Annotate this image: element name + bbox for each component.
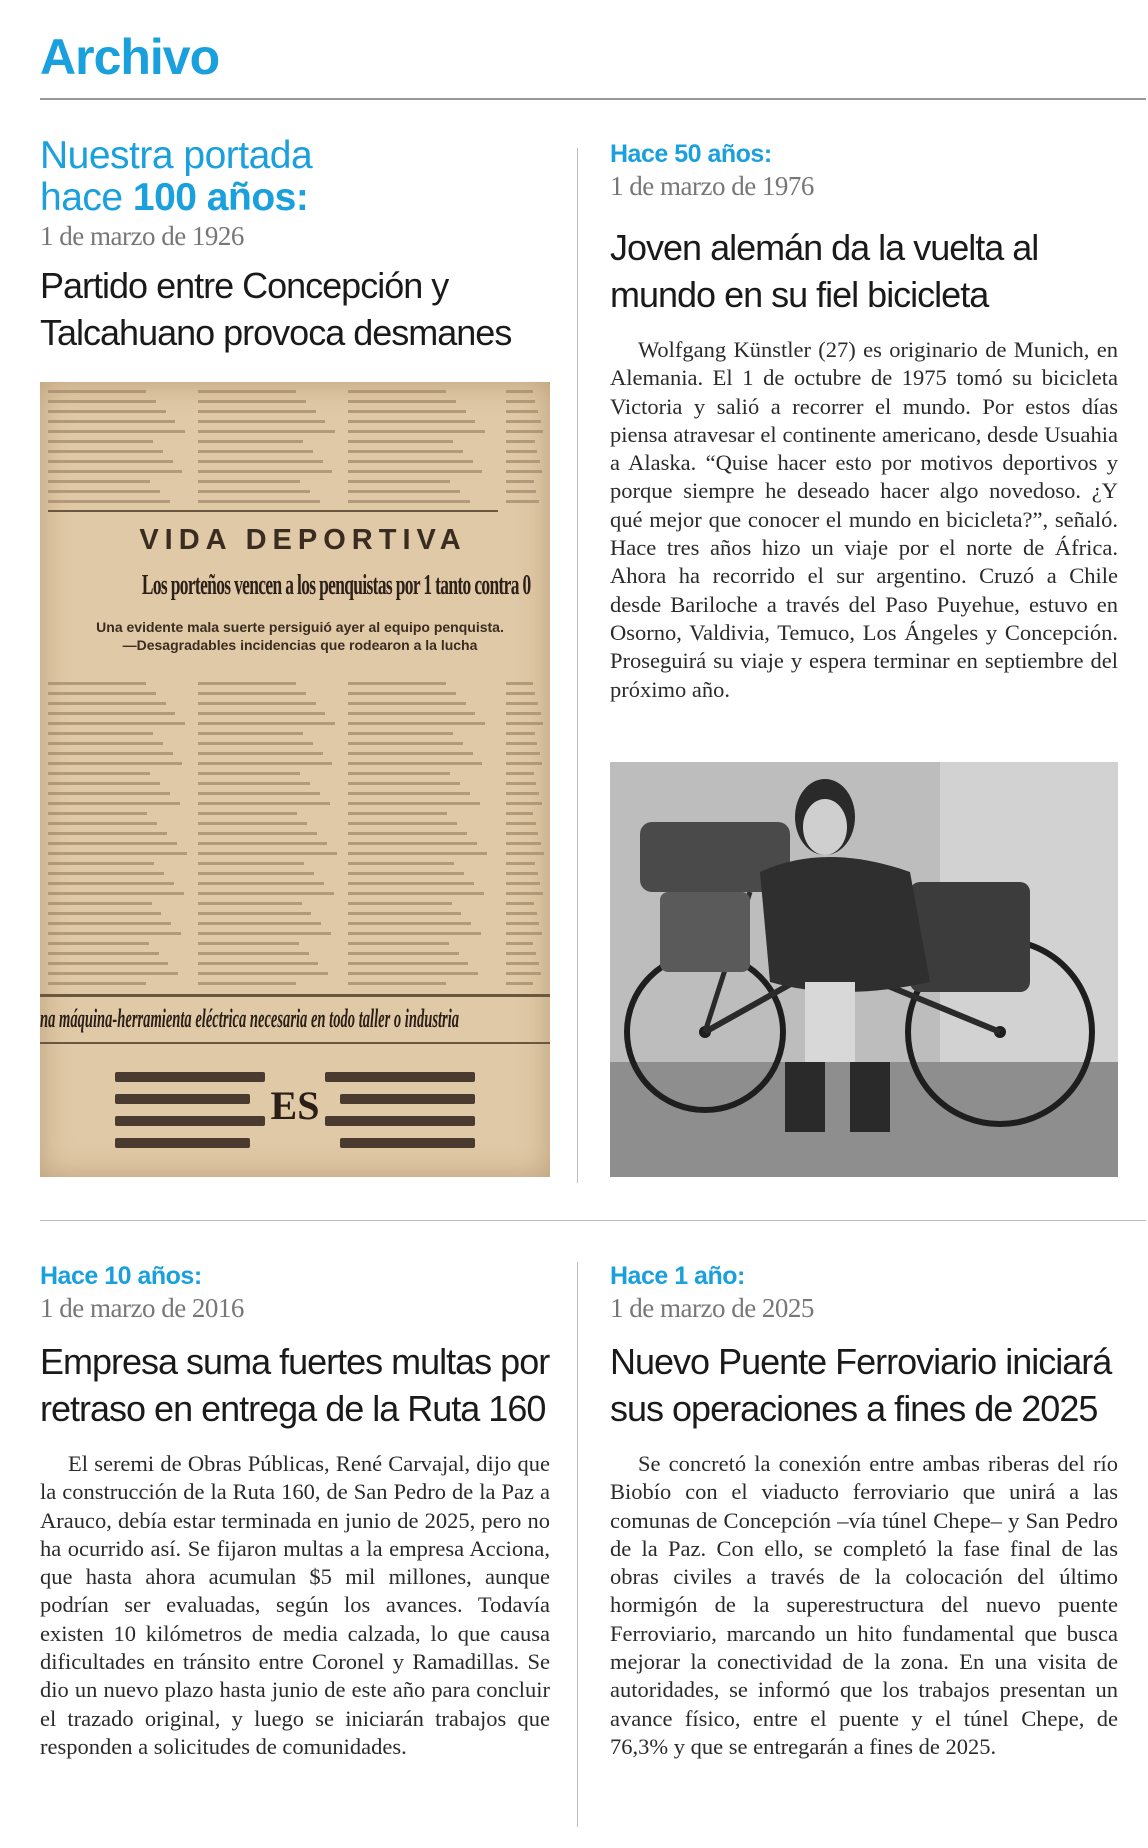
clipping-rule xyxy=(40,1042,550,1044)
clipping-text-line xyxy=(198,712,325,715)
clipping-text-top xyxy=(198,390,338,510)
clipping-text-line xyxy=(348,450,463,453)
clipping-text-line xyxy=(48,882,174,885)
ad-bar xyxy=(115,1116,265,1126)
clipping-text-line xyxy=(348,862,454,865)
clipping-text-line xyxy=(48,812,147,815)
clipping-body-col xyxy=(48,682,188,992)
clipping-text-line xyxy=(198,420,325,423)
clipping-text-line xyxy=(48,752,173,755)
clipping-text-line xyxy=(198,400,306,403)
clipping-text-line xyxy=(48,712,175,715)
headline-1926: Partido entre Concepción y Talcahuano provoca desmanes xyxy=(40,265,512,353)
clipping-text-line xyxy=(198,982,296,985)
body-2016: El seremi de Obras Públicas, René Carvajal, dijo que la construcción de la Ruta 160, de San Pedro de la Paz a Arauco, debía estar terminada en junio de 2025, pero no ha ocurrido así. Se fijaron multas a la empresa Acciona, que hasta ahora acumulan $5 mil millones, aunque podrían ser evaluadas, según los avances. Todavía existen 10 kilómetros de media calzada, lo que causa dificultades en tránsito entre Coronel y Ramadillas. Se dio un nuevo plazo hasta junio de este año para concluir el trazado original, y luego se iniciarán trabajos que responden a solicitudes de comunidades. xyxy=(40,1451,550,1759)
clipping-text-line xyxy=(48,430,185,433)
clipping-text-line xyxy=(48,702,166,705)
clipping-text-line xyxy=(198,762,332,765)
clipping-text-line xyxy=(198,812,297,815)
clipping-text-line xyxy=(48,792,170,795)
ad-bar xyxy=(115,1094,250,1104)
clipping-text-line xyxy=(198,792,320,795)
newspaper-clipping-image xyxy=(40,382,550,1177)
clipping-text-line xyxy=(198,922,321,925)
clipping-text-line xyxy=(348,932,481,935)
body-2025: Se concretó la conexión entre ambas riberas del río Biobío con el viaducto ferroviario que unirá a las comunas de Concepción –vía túnel Chepe– y San Pedro de la Paz. Con ello, se completó la fase final de las obras civiles a través de la colocación del último hormigón de la superestructura del nuevo puente Ferroviario, marcando un hito fundamental que busca mejorar la conectividad de la zona. En una visita de autoridades, se informó que los trabajos presentan un avance físico, entre el puente y el túnel Chepe, de 76,3% y que se entregarán a fines de 2025. xyxy=(610,1451,1118,1759)
clipping-body-col xyxy=(348,682,488,992)
clipping-text-line xyxy=(506,480,534,483)
clipping-text-line xyxy=(506,732,535,735)
clipping-text-line xyxy=(506,922,539,925)
kicker-1: Hace 1 año: xyxy=(610,1262,745,1290)
clipping-text-line xyxy=(348,420,475,423)
archive-1-year xyxy=(610,1262,1118,1761)
clipping-text-line xyxy=(348,430,485,433)
clipping-text-line xyxy=(48,822,157,825)
ad-bar xyxy=(115,1138,250,1148)
clipping-text-line xyxy=(198,802,330,805)
clipping-text-line xyxy=(506,390,533,393)
clipping-text-line xyxy=(348,772,450,775)
clipping-text-line xyxy=(48,440,153,443)
clipping-text-line xyxy=(506,460,540,463)
clipping-body-col xyxy=(198,682,338,992)
clipping-text-line xyxy=(198,410,316,413)
clipping-text-line xyxy=(198,862,304,865)
clipping-text-line xyxy=(506,882,540,885)
clipping-text-line xyxy=(198,480,300,483)
clipping-rule xyxy=(40,994,550,997)
clipping-text-line xyxy=(506,942,533,945)
clipping-text-line xyxy=(506,702,538,705)
clipping-text-line xyxy=(48,932,181,935)
clipping-text-line xyxy=(48,832,167,835)
clipping-text-top xyxy=(348,390,488,510)
clipping-text-line xyxy=(198,682,296,685)
clipping-text-line xyxy=(348,842,477,845)
clipping-text-line xyxy=(198,972,328,975)
clipping-text-line xyxy=(506,430,543,433)
clipping-text-line xyxy=(348,812,447,815)
clipping-text-line xyxy=(48,742,163,745)
clipping-text-line xyxy=(506,410,538,413)
clipping-text-line xyxy=(48,982,146,985)
clipping-text-top xyxy=(48,390,188,510)
clipping-text-line xyxy=(506,490,536,493)
clipping-text-line xyxy=(198,470,332,473)
clipping-text-line xyxy=(198,430,335,433)
clipping-text-line xyxy=(48,872,164,875)
clipping-text-line xyxy=(348,460,473,463)
clipping-text-line xyxy=(48,862,154,865)
clipping-text-line xyxy=(48,722,185,725)
top-divider xyxy=(40,98,1146,100)
ad-logo-icon: ES xyxy=(270,1083,320,1128)
clipping-text-line xyxy=(198,752,323,755)
kicker-100-line1: Nuestra portada xyxy=(40,134,313,177)
clipping-text-line xyxy=(48,450,163,453)
clipping-text-line xyxy=(506,912,537,915)
clipping-text-line xyxy=(506,842,541,845)
clipping-text-line xyxy=(198,742,313,745)
clipping-text-line xyxy=(198,882,324,885)
date-2025: 1 de marzo de 2025 xyxy=(610,1293,814,1323)
clipping-text-line xyxy=(348,732,453,735)
clipping-text-line xyxy=(198,842,327,845)
clipping-text-line xyxy=(198,962,318,965)
clipping-text-line xyxy=(198,440,303,443)
clipping-text-line xyxy=(348,882,474,885)
clipping-text-line xyxy=(348,802,480,805)
clipping-text-line xyxy=(506,782,536,785)
date-1926: 1 de marzo de 1926 xyxy=(40,221,244,251)
headline-1976: Joven alemán da la vuelta al mundo en su fiel bicicleta xyxy=(610,227,1039,315)
clipping-section-head: VIDA DEPORTIVA xyxy=(139,524,467,556)
clipping-text-line xyxy=(348,752,473,755)
clipping-text-line xyxy=(506,872,538,875)
clipping-text-line xyxy=(348,972,478,975)
clipping-text-line xyxy=(506,822,536,825)
clipping-text-line xyxy=(198,912,311,915)
clipping-rule xyxy=(48,510,498,512)
clipping-text-line xyxy=(506,902,534,905)
kicker-50: Hace 50 años: xyxy=(610,140,772,168)
clipping-text-line xyxy=(506,470,542,473)
clipping-text-line xyxy=(198,782,310,785)
ad-bar xyxy=(340,1094,475,1104)
clipping-text-line xyxy=(48,892,184,895)
kicker-100-line2: hace 100 años: xyxy=(40,176,309,219)
clipping-text-line xyxy=(198,722,335,725)
clipping-text-line xyxy=(48,852,187,855)
clipping-text-line xyxy=(48,782,160,785)
clipping-text-line xyxy=(348,942,449,945)
archive-10-years xyxy=(40,1262,550,1761)
clipping-text-line xyxy=(48,922,171,925)
clipping-text-line xyxy=(198,902,302,905)
clipping-text-line xyxy=(48,400,156,403)
clipping-text-line xyxy=(506,722,543,725)
column-divider-bottom xyxy=(577,1262,578,1827)
clipping-text-line xyxy=(506,892,543,895)
clipping-text-line xyxy=(506,792,539,795)
clipping-subhead: Los porteños vencen a los penquistas por 1 tanto contra 0 xyxy=(141,570,531,601)
clipping-text-line xyxy=(198,500,320,503)
clipping-text-line xyxy=(348,892,484,895)
clipping-text-line xyxy=(348,712,475,715)
clipping-text-line xyxy=(506,450,537,453)
clipping-text-line xyxy=(198,872,314,875)
clipping-text-line xyxy=(48,842,177,845)
clipping-text-line xyxy=(48,420,175,423)
clipping-text-line xyxy=(198,832,317,835)
cyclist-photo xyxy=(610,762,1118,1177)
headline-2025: Nuevo Puente Ferroviario iniciará sus operaciones a fines de 2025 xyxy=(610,1341,1112,1429)
clipping-text-line xyxy=(48,802,180,805)
clipping-text-line xyxy=(348,490,460,493)
clipping-text-line xyxy=(506,682,533,685)
clipping-text-line xyxy=(348,742,463,745)
clipping-text-line xyxy=(348,912,461,915)
clipping-text-line xyxy=(506,862,535,865)
clipping-text-line xyxy=(348,722,485,725)
clipping-text-line xyxy=(348,872,464,875)
clipping-text-line xyxy=(198,460,323,463)
clipping-text-line xyxy=(198,450,313,453)
clipping-text-line xyxy=(506,742,537,745)
clipping-text-line xyxy=(48,692,156,695)
clipping-text-line xyxy=(198,490,310,493)
clipping-text-line xyxy=(506,972,541,975)
clipping-text-line xyxy=(198,702,316,705)
clipping-text-line xyxy=(348,922,471,925)
clipping-text-line xyxy=(48,962,168,965)
clipping-text-line xyxy=(198,892,334,895)
clipping-text-line xyxy=(198,952,309,955)
clipping-text-line xyxy=(198,732,303,735)
archive-50-years xyxy=(610,140,1118,704)
clipping-text-line xyxy=(506,932,542,935)
date-1976: 1 de marzo de 1976 xyxy=(610,171,814,201)
clipping-text-line xyxy=(48,762,182,765)
clipping-text-line xyxy=(506,812,533,815)
clipping-text-line xyxy=(48,682,146,685)
clipping-text-line xyxy=(348,832,467,835)
clipping-text-line xyxy=(348,400,456,403)
clipping-text-line xyxy=(48,500,170,503)
clipping-text-line xyxy=(48,480,150,483)
kicker-10: Hace 10 años: xyxy=(40,1262,202,1290)
clipping-text-line xyxy=(48,732,153,735)
body-1976: Wolfgang Künstler (27) es originario de Munich, en Alemania. El 1 de octubre de 1975 tomó su bicicleta Victoria y salió a recorrer el mundo. Por estos días piensa atravesar el continente americano, desde Usuahia a Alaska. “Quise hacer esto por motivos deportivos y porque siempre he deseado hacer algo novedoso. ¿Y qué mejor que conocer el mundo en bicicleta?”, señaló. Hace tres años hizo un viaje por el norte de África. Ahora ha recorrido el sur argentino. Cruzó a Chile desde Bariloche a través del Paso Puyehue, estuvo en Osorno, Valdivia, Temuco, Los Ángeles y Concepción. Proseguirá su viaje y espera terminar en septiembre del próximo año. xyxy=(610,337,1118,702)
clipping-text-line xyxy=(48,490,160,493)
clipping-text-line xyxy=(48,410,166,413)
clipping-text-line xyxy=(198,932,331,935)
clipping-text-line xyxy=(506,762,542,765)
clipping-text-line xyxy=(348,852,487,855)
clipping-text-line xyxy=(506,952,536,955)
column-divider-top xyxy=(577,148,578,1183)
clipping-text-line xyxy=(48,772,150,775)
clipping-text-line xyxy=(48,912,161,915)
clipping-text-line xyxy=(506,500,539,503)
clipping-text-line xyxy=(348,792,470,795)
clipping-text-line xyxy=(348,952,459,955)
date-2016: 1 de marzo de 2016 xyxy=(40,1293,244,1323)
clipping-text-line xyxy=(348,480,450,483)
clipping-text-line xyxy=(348,470,482,473)
clipping-text-line xyxy=(198,822,307,825)
ad-bar xyxy=(325,1072,475,1082)
clipping-text-line xyxy=(348,682,446,685)
clipping-text-line xyxy=(198,390,296,393)
clipping-text-line xyxy=(506,420,541,423)
clipping-text-line xyxy=(348,692,456,695)
clipping-text-line xyxy=(48,390,146,393)
clipping-text-line xyxy=(506,440,535,443)
clipping-deck: Una evidente mala suerte persiguió ayer al equipo penquista.—Desagradables incidencias que rodearon a la lucha xyxy=(96,619,504,653)
archive-100-years xyxy=(40,135,550,356)
clipping-text-line xyxy=(506,802,542,805)
clipping-text-line xyxy=(506,400,535,403)
clipping-text-line xyxy=(348,902,452,905)
ad-bar xyxy=(340,1138,475,1148)
clipping-text-line xyxy=(348,500,470,503)
clipping-text-line xyxy=(348,962,468,965)
clipping-text-line xyxy=(506,982,533,985)
ad-bar xyxy=(115,1072,265,1082)
clipping-text-line xyxy=(348,982,446,985)
clipping-text-line xyxy=(48,942,149,945)
clipping-ad-line: na máquina-herramienta eléctrica necesaria en todo taller o industria xyxy=(40,1004,460,1033)
bicycle-traveler-illustration xyxy=(610,762,1118,1177)
clipping-text-line xyxy=(506,752,540,755)
clipping-text-line xyxy=(348,782,460,785)
clipping-body-col xyxy=(506,682,544,992)
clipping-text-line xyxy=(348,410,466,413)
clipping-text-line xyxy=(48,952,159,955)
clipping-text-line xyxy=(198,852,337,855)
clipping-text-line xyxy=(48,470,182,473)
clipping-text-line xyxy=(506,692,535,695)
middle-divider xyxy=(40,1220,1146,1221)
clipping-text-line xyxy=(48,972,178,975)
section-title: Archivo xyxy=(40,29,220,85)
clipping-text-line xyxy=(506,712,541,715)
clipping-text-line xyxy=(198,942,299,945)
clipping-text-line xyxy=(506,832,538,835)
clipping-text-line xyxy=(348,762,482,765)
clipping-text-line xyxy=(48,902,152,905)
clipping-text-side xyxy=(506,390,544,510)
clipping-text-line xyxy=(506,962,539,965)
clipping-text-line xyxy=(48,460,173,463)
headline-2016: Empresa suma fuertes multas por retraso en entrega de la Ruta 160 xyxy=(40,1341,550,1429)
clipping-text-line xyxy=(506,772,534,775)
clipping-text-line xyxy=(198,692,306,695)
clipping-text-line xyxy=(348,702,466,705)
clipping-text-line xyxy=(348,822,457,825)
clipping-text-line xyxy=(348,440,453,443)
ad-bar xyxy=(325,1116,475,1126)
clipping-text-line xyxy=(506,852,544,855)
clipping-text-line xyxy=(198,772,300,775)
clipping-text-line xyxy=(348,390,446,393)
